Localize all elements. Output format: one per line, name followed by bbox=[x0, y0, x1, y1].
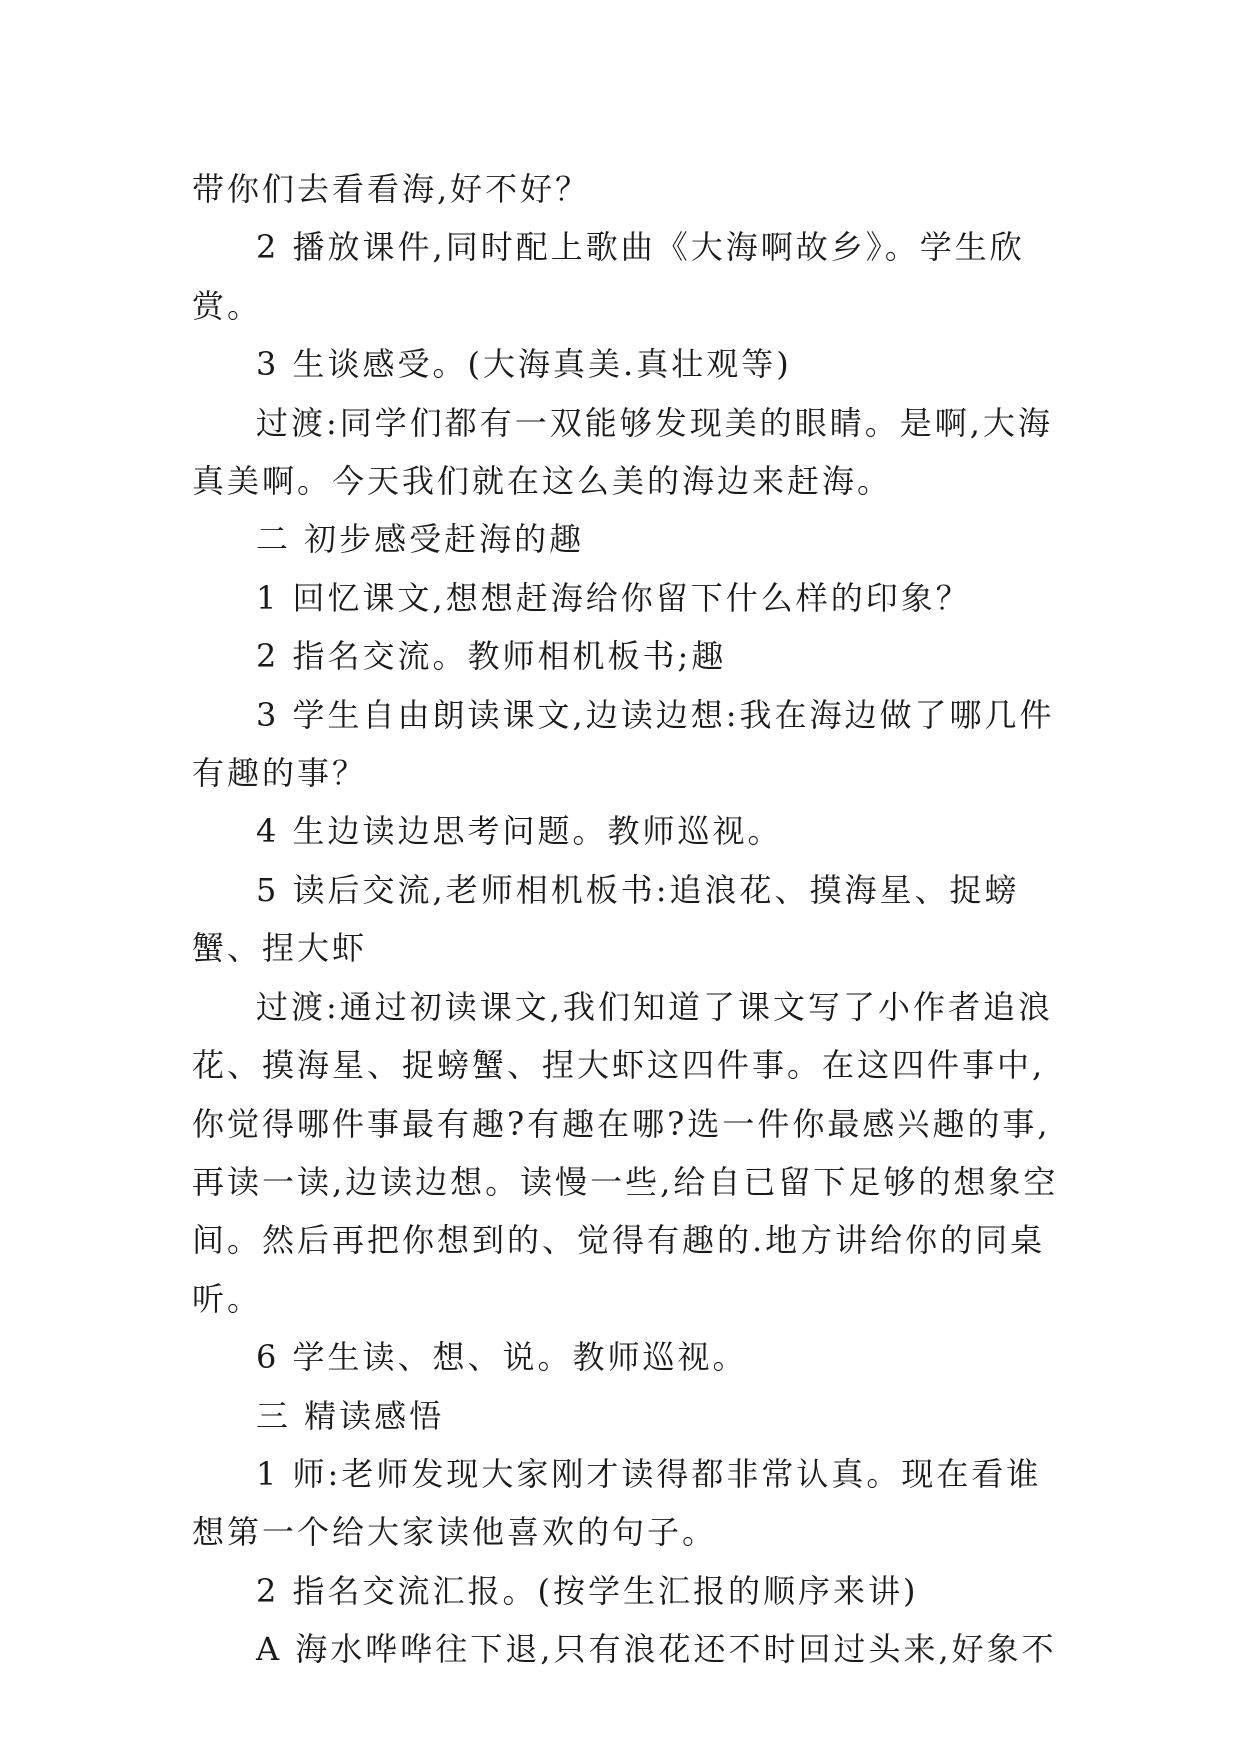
paragraph: 5 读后交流,老师相机板书:追浪花、摸海星、捉螃蟹、捏大虾 bbox=[192, 870, 1020, 968]
paragraph: 4 生边读边思考问题。教师巡视。 bbox=[256, 812, 783, 851]
paragraph: 带你们去看看海,好不好？ bbox=[192, 170, 591, 208]
paragraph: 过渡:同学们都有一双能够发现美的眼睛。是啊,大海真美啊。今天我们就在这么美的海边来赶海。 bbox=[192, 403, 1053, 501]
section-heading: 三 精读感悟 bbox=[256, 1396, 445, 1435]
paragraph: 1 回忆课文,想想赶海给你留下什么样的印象？ bbox=[256, 578, 971, 617]
paragraph: 3 生谈感受。(大海真美.真壮观等) bbox=[256, 345, 792, 384]
paragraph: 2 播放课件,同时配上歌曲《大海啊故乡》。学生欣赏。 bbox=[192, 228, 1025, 325]
paragraph: 2 指名交流汇报。(按学生汇报的顺序来讲) bbox=[256, 1571, 919, 1610]
paragraph: 2 指名交流。教师相机板书;趣 bbox=[256, 637, 727, 676]
paragraph: 3 学生自由朗读课文,边读边想:我在海边做了哪几件有趣的事？ bbox=[192, 695, 1055, 793]
document-body bbox=[192, 160, 1072, 1679]
paragraph: A 海水哗哗往下退,只有浪花还不时回过头来,好象不 bbox=[256, 1630, 1057, 1669]
paragraph: 过渡:通过初读课文,我们知道了课文写了小作者追浪花、摸海星、捉螃蟹、捏大虾这四件事。在这四件事中,你觉得哪件事最有趣?有趣在哪?选一件你最感兴趣的事,再读一读,边读边想。读慢一些,给自已留下足够的想象空间。然后再把你想到的、觉得有趣的.地方讲给你的同桌听。 bbox=[192, 987, 1059, 1318]
paragraph: 1 师:老师发现大家刚才读得都非常认真。现在看谁想第一个给大家读他喜欢的句子。 bbox=[192, 1454, 1042, 1552]
paragraph: 6 学生读、想、说。教师巡视。 bbox=[256, 1338, 748, 1377]
section-heading: 二 初步感受赶海的趣 bbox=[256, 520, 585, 559]
